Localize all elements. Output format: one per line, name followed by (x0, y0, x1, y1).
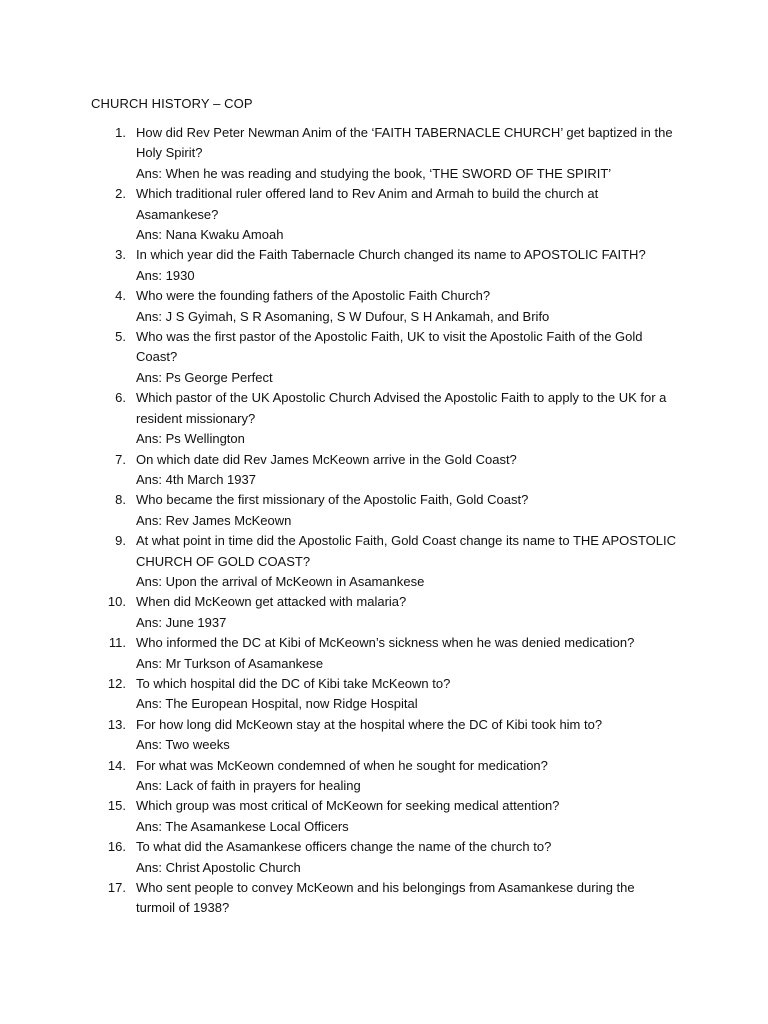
question-number: 9. (115, 533, 126, 549)
question-number: 12. (107, 675, 126, 691)
question-body (136, 531, 676, 592)
answer-text: Ans: The Asamankese Local Officers (136, 818, 349, 834)
question-text: At what point in time did the Apostolic Faith, Gold Coast change its name to THE APOSTOLIC CHURCH OF GOLD COAST? (136, 533, 677, 569)
question-text: Which pastor of the UK Apostolic Church Advised the Apostolic Faith to apply to the UK for a resident missionary? (136, 390, 667, 426)
question-body (136, 450, 676, 491)
question-item (0, 531, 768, 592)
question-body (136, 184, 676, 245)
question-text: Who became the first missionary of the Apostolic Faith, Gold Coast? (136, 492, 529, 508)
question-body (136, 633, 676, 674)
question-number: 6. (115, 390, 126, 406)
question-number: 8. (115, 492, 126, 508)
question-number: 16. (107, 839, 126, 855)
answer-text: Ans: 4th March 1937 (136, 471, 256, 487)
question-item (0, 592, 768, 633)
question-body (136, 490, 676, 531)
answer-text: Ans: Ps George Perfect (136, 369, 273, 385)
question-number: 15. (107, 798, 126, 814)
question-item (0, 715, 768, 756)
question-body (136, 286, 676, 327)
question-body (136, 756, 676, 797)
question-item (0, 286, 768, 327)
answer-text: Ans: Christ Apostolic Church (136, 859, 301, 875)
answer-text: Ans: Rev James McKeown (136, 512, 292, 528)
answer-text: Ans: June 1937 (136, 614, 227, 630)
question-text: On which date did Rev James McKeown arrive in the Gold Coast? (136, 451, 517, 467)
question-body (136, 674, 676, 715)
question-item (0, 796, 768, 837)
question-number: 10. (107, 594, 126, 610)
question-text: Which group was most critical of McKeown for seeking medical attention? (136, 798, 560, 814)
question-text: Who sent people to convey McKeown and his belongings from Asamankese during the turmoil of 1938? (136, 880, 635, 916)
question-number: 3. (115, 247, 126, 263)
answer-text: Ans: J S Gyimah, S R Asomaning, S W Dufour, S H Ankamah, and Brifo (136, 308, 550, 324)
question-list (0, 123, 768, 919)
question-body (136, 878, 676, 919)
answer-text: Ans: Upon the arrival of McKeown in Asamankese (136, 573, 425, 589)
question-text: Who were the founding fathers of the Apostolic Faith Church? (136, 288, 491, 304)
question-item (0, 184, 768, 245)
question-number: 5. (115, 329, 126, 345)
question-text: Which traditional ruler offered land to Rev Anim and Armah to build the church at Asamankese? (136, 186, 599, 222)
question-item (0, 388, 768, 449)
answer-text: Ans: Two weeks (136, 737, 230, 753)
question-body (136, 327, 676, 388)
question-number: 1. (115, 125, 126, 140)
answer-text: Ans: Nana Kwaku Amoah (136, 227, 284, 243)
question-number: 11. (108, 635, 126, 651)
question-text: To which hospital did the DC of Kibi take McKeown to? (136, 675, 451, 691)
question-number: 4. (115, 288, 126, 304)
question-number: 13. (107, 716, 126, 732)
question-text: To what did the Asamankese officers change the name of the church to? (136, 839, 552, 855)
question-body (136, 715, 676, 756)
question-body (136, 388, 676, 449)
question-item (0, 245, 768, 286)
question-body (136, 123, 676, 184)
question-text: For how long did McKeown stay at the hospital where the DC of Kibi took him to? (136, 716, 603, 732)
answer-text: Ans: Mr Turkson of Asamankese (136, 655, 324, 671)
question-number: 2. (115, 186, 126, 202)
question-item (0, 450, 768, 491)
question-text: For what was McKeown condemned of when he sought for medication? (136, 757, 548, 773)
answer-text: Ans: 1930 (136, 267, 195, 283)
answer-text: Ans: Ps Wellington (136, 431, 245, 447)
answer-text: Ans: When he was reading and studying the book, ‘THE SWORD OF THE SPIRIT’ (136, 165, 612, 181)
question-item (0, 327, 768, 388)
question-text: Who was the first pastor of the Apostolic Faith, UK to visit the Apostolic Faith of the Gold Coast? (136, 329, 643, 365)
question-text: When did McKeown get attacked with malaria? (136, 594, 407, 610)
question-number: 17. (107, 880, 126, 896)
question-item (0, 490, 768, 531)
question-item (0, 633, 768, 674)
question-text: Who informed the DC at Kibi of McKeown’s sickness when he was denied medication? (136, 635, 635, 651)
question-number: 14. (107, 757, 126, 773)
question-item (0, 756, 768, 797)
question-item (0, 878, 768, 919)
question-item (0, 123, 768, 184)
question-body (136, 592, 676, 633)
answer-text: Ans: The European Hospital, now Ridge Hospital (136, 696, 418, 712)
question-body (136, 837, 676, 878)
question-item (0, 837, 768, 878)
question-body (136, 245, 676, 286)
document-title: CHURCH HISTORY – COP (91, 96, 253, 111)
answer-text: Ans: Lack of faith in prayers for healing (136, 778, 361, 793)
question-body (136, 796, 676, 837)
question-text: How did Rev Peter Newman Anim of the ‘FAITH TABERNACLE CHURCH’ get baptized in the Holy Spirit? (136, 125, 673, 161)
question-number: 7. (115, 451, 126, 467)
question-text: In which year did the Faith Tabernacle Church changed its name to APOSTOLIC FAITH? (136, 247, 646, 263)
question-item (0, 674, 768, 715)
